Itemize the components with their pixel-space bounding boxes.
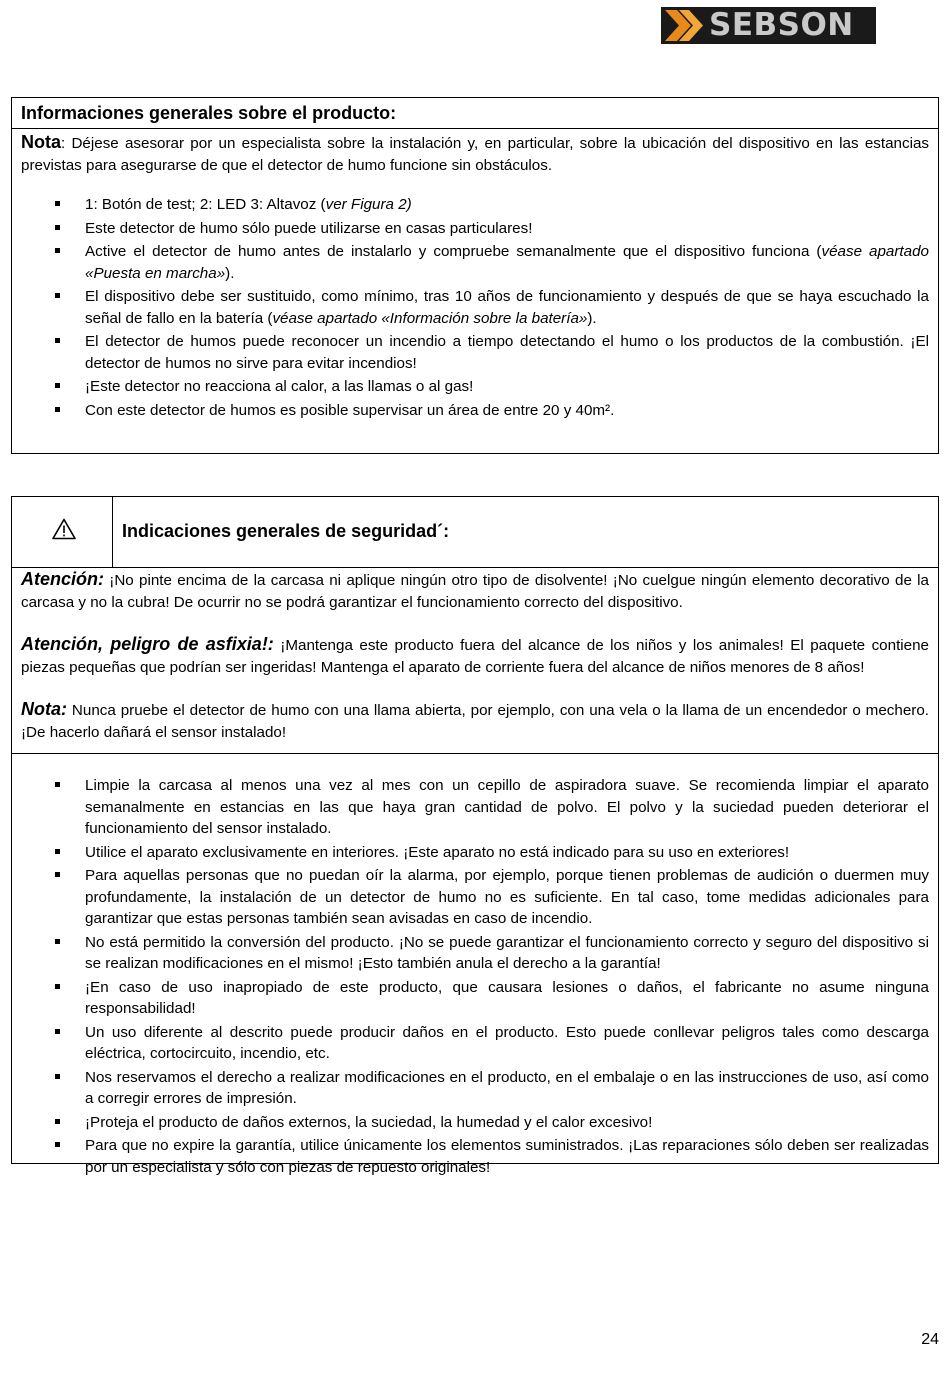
list-item-text: Este detector de humo sólo puede utilizarse en casas particulares! [85, 219, 533, 237]
safety-header [12, 497, 938, 568]
section-title: Informaciones generales sobre el producto: [12, 98, 938, 129]
list-item: Un uso diferente al descrito puede producir daños en el producto. Esto puede conllevar peligros tales como descarga eléctrica, cortocircuito, incendio, etc. [85, 1022, 929, 1065]
asfixia-text: ¡Mantenga este producto fuera del alcance de los niños y los animales! El paquete contiene piezas pequeñas que podrían ser ingeridas! Mantenga el aparato de corriente fuera del alcance de niños menores de 8 años! [21, 637, 930, 676]
list-item [85, 376, 929, 398]
nota-text: Nunca pruebe el detector de humo con una llama abierta, por ejemplo, con una vela o la llama de un encendedor o mechero. ¡De hacerlo dañará el sensor instalado! [21, 702, 929, 741]
asfixia-paragraph [12, 634, 938, 678]
list-item [85, 331, 929, 374]
sebson-logo [661, 7, 876, 44]
product-info-list [12, 194, 938, 421]
nota-paragraph [12, 129, 938, 176]
page-number: 24 [921, 1331, 939, 1348]
list-item [85, 400, 929, 422]
list-item-text: ¡Este detector no reacciona al calor, a las llamas o al gas! [85, 378, 474, 395]
list-item-text: El detector de humos puede reconocer un incendio a tiempo detectando el humo o los productos de la combustión. ¡El detector de humos no sirve para evitar incendios! [85, 333, 929, 372]
product-info-section [11, 97, 939, 454]
divider [12, 753, 938, 754]
list-item: Nos reservamos el derecho a realizar modificaciones en el producto, en el embalaje o en las instrucciones de uso, así como a corregir errores de impresión. [85, 1067, 929, 1110]
list-item: ¡Proteja el producto de daños externos, la suciedad, la humedad y el calor excesivo! [85, 1112, 929, 1134]
list-item-emphasis: ver Figura 2) [325, 196, 412, 213]
list-item-emphasis: véase apartado «Información sobre la batería» [272, 309, 588, 327]
list-item: ¡En caso de uso inapropiado de este producto, que causara lesiones o daños, el fabricante no asume ninguna responsabilidad! [85, 977, 929, 1020]
atencion-label: Atención: [21, 569, 104, 589]
chevron-logo-icon [665, 10, 707, 41]
list-item-text: ). [587, 309, 597, 327]
nota-paragraph [12, 699, 938, 743]
nota-label: Nota: [21, 699, 67, 719]
brand-name: SEBSON [709, 7, 854, 43]
section-title: Indicaciones generales de seguridad´: [122, 521, 450, 541]
warning-icon-cell [12, 497, 113, 567]
list-item [85, 241, 929, 284]
warning-triangle-icon [52, 518, 76, 540]
list-item: Para que no expire la garantía, utilice únicamente los elementos suministrados. ¡Las reparaciones sólo deben ser realizadas por un especialista y sólo con piezas de repuesto originales! [85, 1135, 929, 1178]
atencion-paragraph [12, 568, 938, 613]
list-item: Para aquellas personas que no puedan oír la alarma, por ejemplo, porque tienen problemas de audición o duermen muy profundamente, la instalación de un detector de humo no es suficiente. En tal caso, tome medidas adicionales para garantizar que estas personas también sean avisadas en caso de incendio. [85, 865, 929, 930]
list-item: Utilice el aparato exclusivamente en interiores. ¡Este aparato no está indicado para su uso en exteriores! [85, 842, 929, 864]
list-item [85, 286, 929, 329]
list-item-text: El dispositivo debe ser sustituido, como mínimo, tras 10 años de funcionamiento y después de que se haya escuchado la señal de fallo en la batería ( [85, 288, 929, 327]
list-item: Limpie la carcasa al menos una vez al mes con un cepillo de aspiradora suave. Se recomienda limpiar el aparato semanalmente en estancias en las que haya gran cantidad de polvo. El polvo y la suciedad pueden deteriorar el funcionamiento del sensor instalado. [85, 775, 929, 840]
list-item-text: ). [225, 264, 235, 282]
list-item: No está permitido la conversión del producto. ¡No se puede garantizar el funcionamiento correcto y seguro del dispositivo si se realizan modificaciones en el mismo! ¡Esto también anula el derecho a la garantía! [85, 932, 929, 975]
safety-list [12, 775, 938, 1178]
asfixia-label: Atención, peligro de asfixia!: [21, 634, 274, 654]
nota-label: Nota [21, 132, 61, 152]
list-item-text: 1: Botón de test; 2: LED 3: Altavoz ( [85, 196, 326, 213]
atencion-text: ¡No pinte encima de la carcasa ni aplique ningún otro tipo de disolvente! ¡No cuelgue ningún elemento decorativo de la carcasa y no la cubra! De ocurrir no se podrá garantizar el funcionamiento correcto del dispositivo. [21, 572, 929, 611]
list-item-emphasis: véase apartado «Puesta en marcha» [85, 243, 929, 282]
list-item-text: Active el detector de humo antes de instalarlo y compruebe semanalmente que el dispositivo funciona ( [85, 243, 822, 260]
list-item-text: Con este detector de humos es posible supervisar un área de entre 20 y 40m². [85, 401, 615, 419]
safety-section [11, 496, 939, 1176]
nota-text: : Déjese asesorar por un especialista sobre la instalación y, en particular, sobre la ubicación del dispositivo en las estancias previstas para asegurarse de que el detector de humo funcione sin obstáculos. [21, 135, 929, 174]
list-item [85, 218, 929, 240]
list-item [85, 194, 929, 216]
